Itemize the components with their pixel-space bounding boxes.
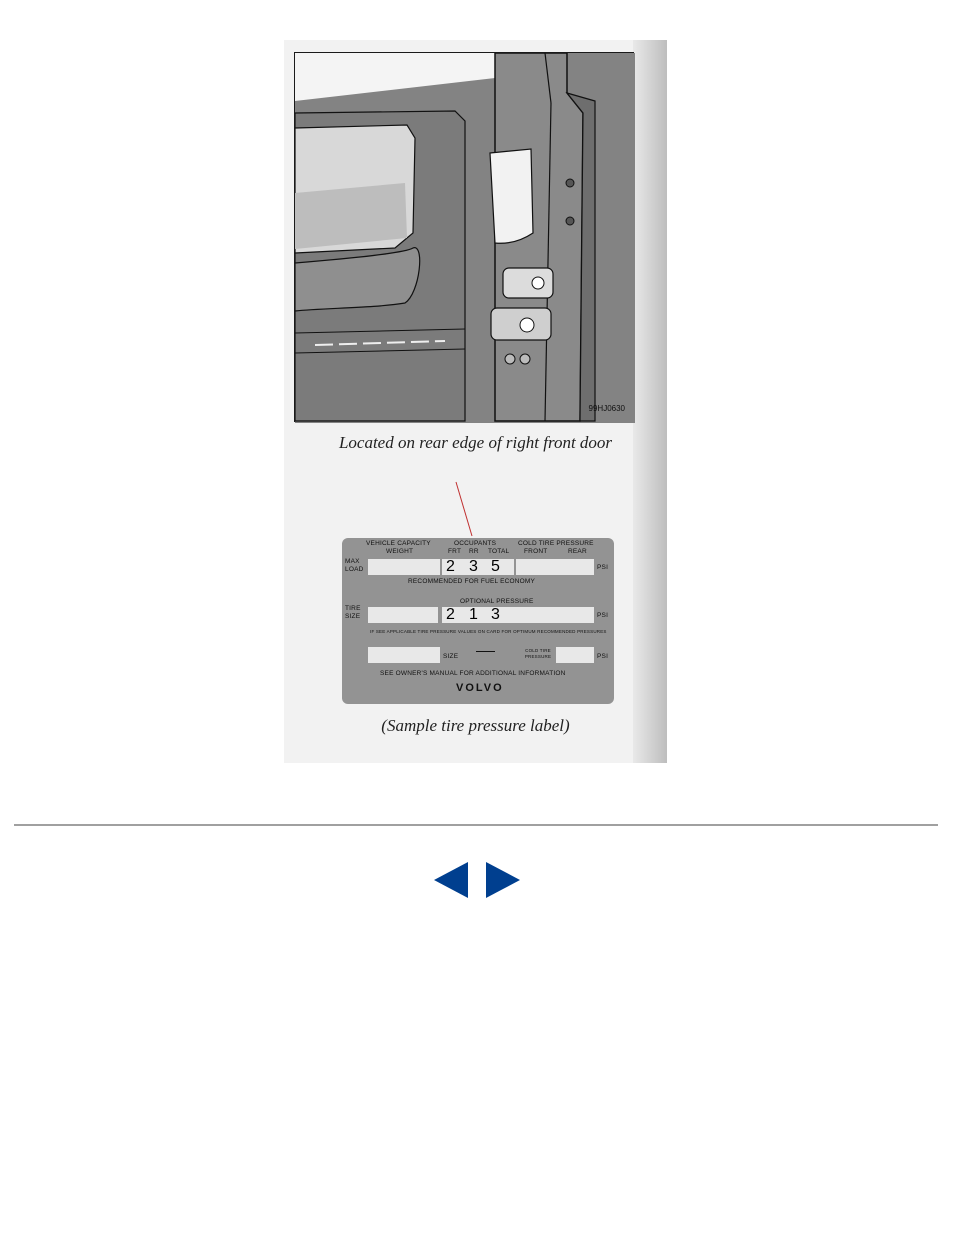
- pressure-field: [516, 559, 594, 575]
- callout-line: [284, 478, 667, 538]
- occupants-frt-value: 2: [446, 558, 455, 575]
- arrow-left-icon: [432, 860, 470, 900]
- next-page-button[interactable]: [484, 860, 522, 900]
- label-vehicle-capacity: VEHICLE CAPACITY: [366, 540, 431, 547]
- page-navigation: [430, 860, 522, 900]
- optional-value-3: 3: [491, 606, 500, 623]
- door-drawing: [295, 53, 635, 423]
- label-rear: REAR: [568, 548, 587, 555]
- label-optional-pressure: OPTIONAL PRESSURE: [460, 598, 534, 605]
- illustration-code: 99HJ0630: [588, 404, 625, 413]
- horizontal-rule: [14, 824, 938, 826]
- scanned-page: [284, 40, 667, 763]
- label-frt: FRT: [448, 548, 462, 555]
- label-cold-tire-pressure-small: COLD TIRE PRESSURE: [524, 648, 552, 659]
- label-max-load: MAX LOAD: [345, 558, 364, 573]
- label-weight: WEIGHT: [386, 548, 414, 555]
- previous-page-button[interactable]: [432, 860, 470, 900]
- occupants-total-value: 5: [491, 558, 500, 575]
- spare-size-field: [368, 647, 440, 663]
- optional-value-1: 2: [446, 606, 455, 623]
- caption-door-location: Located on rear edge of right front door: [338, 433, 613, 452]
- label-psi-2: PSI: [597, 612, 609, 619]
- label-fine-print: IF SEE APPLICABLE TIRE PRESSURE VALUES ON CARD FOR OPTIMUM RECOMMENDED PRESSURES: [370, 629, 607, 634]
- label-tire-size: TIRE SIZE: [345, 605, 361, 620]
- label-see-owners-manual: SEE OWNER'S MANUAL FOR ADDITIONAL INFORMATION: [380, 670, 566, 677]
- label-size: SIZE: [443, 653, 459, 660]
- door-illustration: [294, 52, 634, 422]
- label-total: TOTAL: [488, 548, 510, 555]
- spare-tire-note: [476, 645, 495, 652]
- page-gutter: [633, 40, 667, 763]
- occupants-rr-value: 3: [469, 558, 478, 575]
- volvo-logo: VOLVO: [456, 682, 504, 694]
- label-psi-1: PSI: [597, 564, 609, 571]
- label-psi-3: PSI: [597, 653, 609, 660]
- weight-field: [368, 559, 440, 575]
- caption-sample-label: (Sample tire pressure label): [381, 716, 570, 735]
- label-cold-tire-pressure: COLD TIRE PRESSURE: [518, 540, 594, 547]
- spare-pressure-field: [556, 647, 594, 663]
- label-front: FRONT: [524, 548, 548, 555]
- tire-size-field: [368, 607, 438, 623]
- label-recommended: RECOMMENDED FOR FUEL ECONOMY: [408, 578, 536, 585]
- label-rr: RR: [469, 548, 479, 555]
- tire-pressure-label: [342, 538, 614, 704]
- optional-value-2: 1: [469, 606, 478, 623]
- optional-pressure-field: [442, 607, 594, 623]
- label-occupants: OCCUPANTS: [454, 540, 497, 547]
- arrow-right-icon: [484, 860, 522, 900]
